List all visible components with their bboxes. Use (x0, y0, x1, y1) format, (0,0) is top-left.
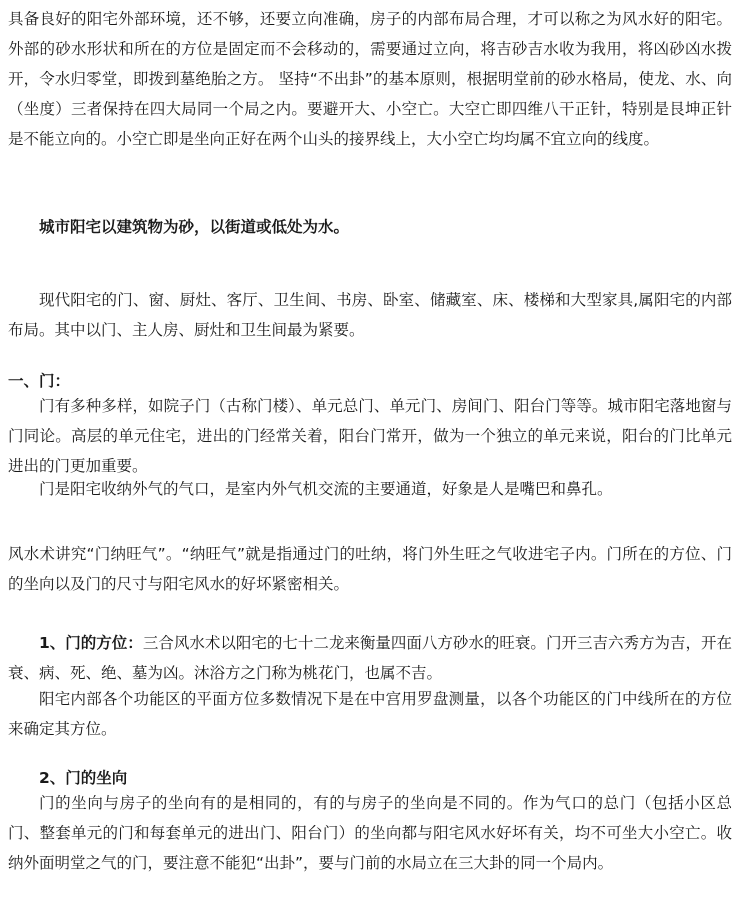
door-position-paragraph (8, 628, 732, 688)
section-door-title: 一、门： (8, 372, 71, 390)
city-house-heading: 城市阳宅以建筑物为砂，以街道或低处为水。 (39, 218, 350, 236)
door-position-title: 1、门的方位： (39, 634, 143, 652)
door-wangqi-paragraph: 风水术讲究“门纳旺气”。“纳旺气”就是指通过门的吐纳，将门外生旺之气收进宅子内。门所在的方位、门的坐向以及门的尺寸与阳宅风水的好坏紧密相关。 (8, 545, 732, 593)
intro-paragraph: 具备良好的阳宅外部环境，还不够，还要立向准确，房子的内部布局合理，才可以称之为风水好的阳宅。外部的砂水形状和所在的方位是固定而不会移动的，需要通过立向，将吉砂吉水收为我用，将凶砂凶水拨开，令水归零堂，即拨到墓绝胎之方。 坚持“不出卦”的基本原则，根据明堂前的砂水格局，使龙、水、向（坐度）三者保持在四大局同一个局之内。要避开大、小空亡。大空亡即四维八干正针，特别是艮坤正针是不能立向的。小空亡即是坐向正好在两个山头的接界线上，大小空亡均均属不宜立向的线度。 (8, 10, 732, 148)
function-area-paragraph: 阳宅内部各个功能区的平面方位多数情况下是在中宫用罗盘测量，以各个功能区的门中线所在的方位来确定其方位。 (8, 690, 732, 738)
door-qi-paragraph: 门是阳宅收纳外气的气口，是室内外气机交流的主要通道，好象是人是嘴巴和鼻孔。 (39, 480, 613, 498)
door-orientation-paragraph: 门的坐向与房子的坐向有的是相同的，有的与房子的坐向是不同的。作为气口的总门（包括小区总门、整套单元的门和每套单元的进出门、阳台门）的坐向都与阳宅风水好坏有关，均不可坐大小空亡。收纳外面明堂之气的门，要注意不能犯“出卦”，要与门前的水局立在三大卦的同一个局内。 (8, 794, 732, 872)
door-orientation-title: 2、门的坐向 (39, 769, 128, 787)
layout-paragraph: 现代阳宅的门、窗、厨灶、客厅、卫生间、书房、卧室、储藏室、床、楼梯和大型家具,属阳宅的内部布局。其中以门、主人房、厨灶和卫生间最为紧要。 (8, 291, 732, 339)
door-position-text: 三合风水术以阳宅的七十二龙来衡量四面八方砂水的旺衰。门开三吉六秀方为吉，开在衰、病、死、绝、墓为凶。沐浴方之门称为桃花门，也属不吉。 (8, 634, 732, 682)
door-types-paragraph: 门有多种多样，如院子门（古称门楼）、单元总门、单元门、房间门、阳台门等等。城市阳宅落地窗与门同论。高层的单元住宅，进出的门经常关着，阳台门常开，做为一个独立的单元来说，阳台的门比单元进出的门更加重要。 (8, 397, 732, 475)
